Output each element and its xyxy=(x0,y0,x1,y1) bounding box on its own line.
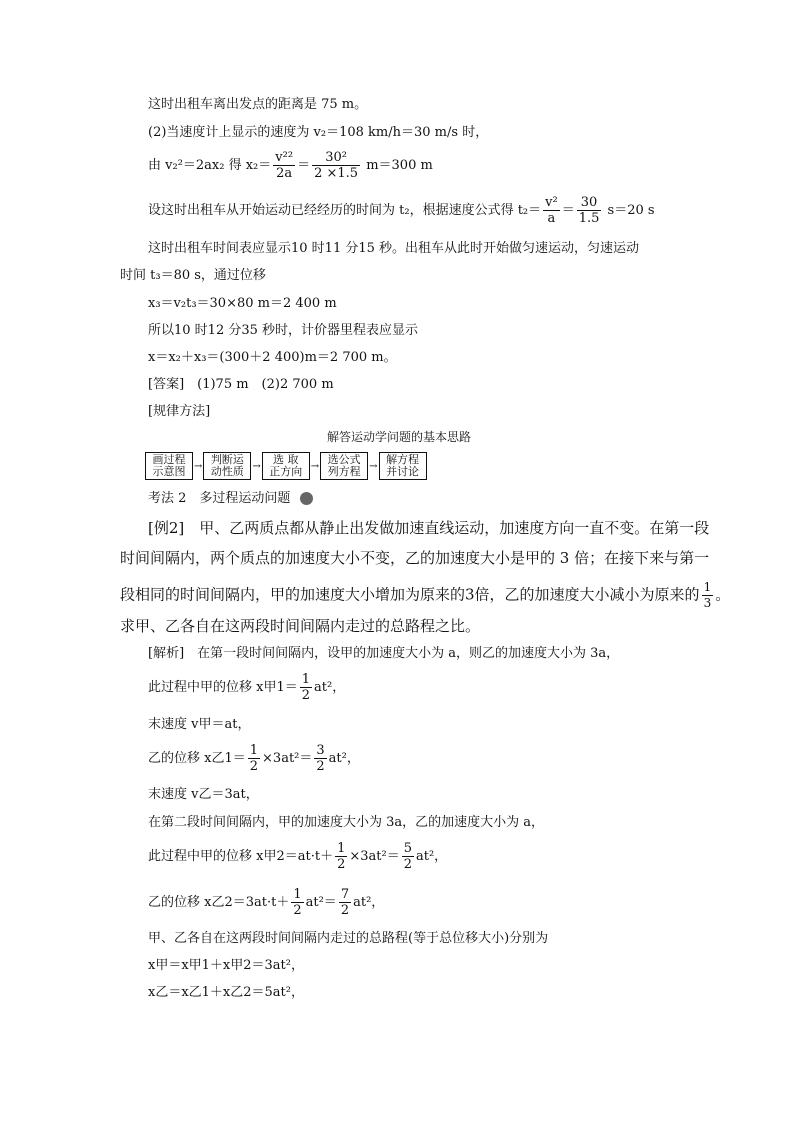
method-label: [规律方法] xyxy=(148,404,211,419)
circle-icon xyxy=(300,492,313,505)
flow-step: 判断运 动性质 xyxy=(203,452,251,480)
equation-line: 乙的位移 x乙2＝3at·t＋ $\frac{1}{2}$ at²＝ $\frac{7}{2}$ at²， xyxy=(148,887,385,918)
section-heading: 考法 2 多过程运动问题 xyxy=(148,491,313,507)
arrow-icon: → xyxy=(369,460,378,472)
flow-step: 选公式 列方程 xyxy=(320,452,368,480)
text-line: 这时出租车时间表应显示10 时11 分15 秒。出租车从此时开始做匀速运动，匀速运动 xyxy=(148,241,640,256)
text-line: 末速度 v甲＝at， xyxy=(148,717,251,732)
equation-line: 乙的位移 x乙1＝ $\frac{1}{2}$ ×3at²＝ $\frac{3}{2}$ at²， xyxy=(148,743,360,774)
text-line: 所以10 时12 分35 秒时，计价器里程表应显示 xyxy=(148,323,419,338)
text-line: x＝x₂＋x₃＝(300＋2 400)m＝2 700 m。 xyxy=(148,350,397,365)
arrow-icon: → xyxy=(310,460,320,472)
text-line: x₃＝v₂t₃＝30×80 m＝2 400 m xyxy=(148,296,337,311)
arrow-icon: → xyxy=(252,460,261,472)
flow-step: 画过程 示意图 xyxy=(145,452,193,480)
text-line: x甲＝x甲1＋x甲2＝3at²， xyxy=(148,958,304,973)
flow-diagram xyxy=(145,452,427,480)
text-line: 求甲、乙各自在这两段时间间隔内走过的总路程之比。 xyxy=(120,617,481,635)
text-line: 甲、乙各自在这两段时间间隔内走过的总路程(等于总位移大小)分别为 xyxy=(148,931,549,946)
flow-step: 解方程 并讨论 xyxy=(379,452,427,480)
text-line: 这时出租车离出发点的距离是 75 m。 xyxy=(148,97,368,112)
text-line: 时间 t₃＝80 s，通过位移 xyxy=(120,268,266,283)
text-line: 末速度 v乙＝3at， xyxy=(148,787,259,802)
text-line: x乙＝x乙1＋x乙2＝5at²， xyxy=(148,985,304,1000)
answer-line: [答案] (1)75 m (2)2 700 m xyxy=(148,377,334,392)
text-line: 段相同的时间间隔内，甲的加速度大小增加为原来的3倍，乙的加速度大小减小为原来的 $\frac{1}{3}$ 。 xyxy=(120,580,731,610)
flow-step: 选 取 正方向 xyxy=(262,452,310,480)
equation-line: 设这时出租车从开始运动已经经历的时间为 t₂，根据速度公式得 t₂＝ $\frac{\text{v²}}{a}$ ＝ $\frac{30}{1.5}$ s＝20 s xyxy=(148,195,655,226)
arrow-icon: → xyxy=(194,460,203,472)
method-title: 解答运动学问题的基本思路 xyxy=(327,430,472,444)
equation-line: 此过程中甲的位移 x甲1＝ $\frac{1}{2}$ at²， xyxy=(148,672,346,703)
equation-line: 由 v₂²＝2ax₂ 得 x₂＝ $\frac{\text{v²²}}{2a}$ ＝ $\frac{\text{30²}}{2 \times 1.5}$ m＝300 m xyxy=(148,150,433,181)
text-line: 时间间隔内，两个质点的加速度大小不变，乙的加速度大小是甲的 3 倍；在接下来与第一 xyxy=(120,549,710,567)
text-line: [解析] 在第一段时间间隔内，设甲的加速度大小为 a，则乙的加速度大小为 3a， xyxy=(148,646,620,661)
text-line: (2)当速度计上显示的速度为 v₂＝108 km/h＝30 m/s 时， xyxy=(148,125,489,140)
text-line: 在第二段时间间隔内，甲的加速度大小为 3a，乙的加速度大小为 a， xyxy=(148,815,545,830)
equation-line: 此过程中甲的位移 x甲2＝at·t＋ $\frac{1}{2}$ ×3at²＝ $\frac{5}{2}$ at²， xyxy=(148,841,448,872)
text-line: [例2] 甲、乙两质点都从静止出发做加速直线运动，加速度方向一直不变。在第一段 xyxy=(148,519,710,537)
